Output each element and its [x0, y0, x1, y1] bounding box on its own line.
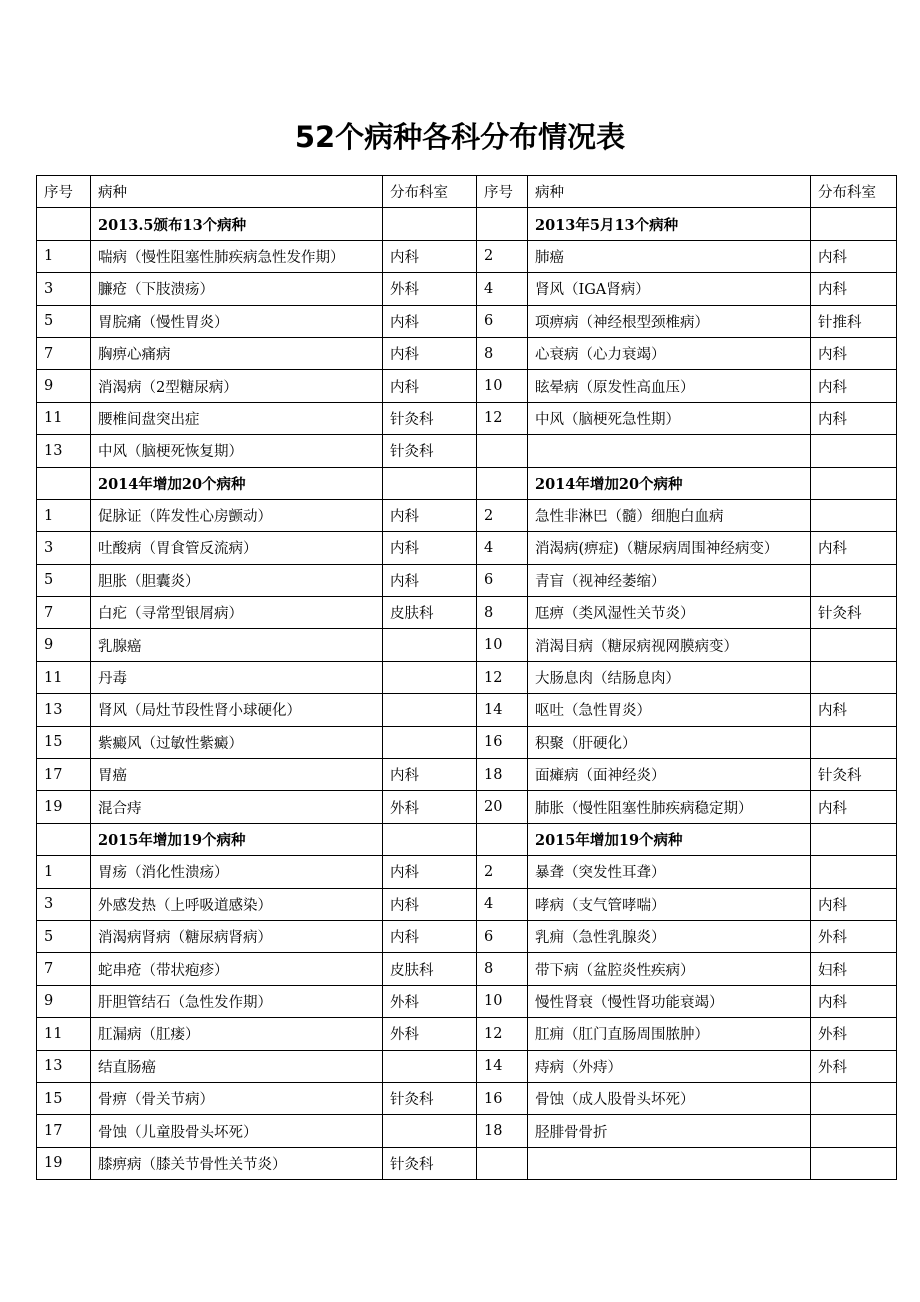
- cell-department: [811, 564, 897, 596]
- cell-disease: 喘病（慢性阻塞性肺疾病急性发作期）: [91, 240, 383, 272]
- cell-number: 10: [477, 370, 528, 402]
- cell-number: 3: [37, 273, 91, 305]
- cell-number: 19: [37, 791, 91, 823]
- cell-number: 8: [477, 597, 528, 629]
- section-cell-blank: [37, 208, 91, 240]
- section-cell-blank: [37, 823, 91, 855]
- cell-disease: 消渴病（2型糖尿病）: [91, 370, 383, 402]
- cell-department: [811, 1115, 897, 1147]
- cell-disease: 大肠息肉（结肠息肉）: [528, 661, 811, 693]
- cell-disease: 骨蚀（成人股骨头坏死）: [528, 1082, 811, 1114]
- header-cell-disease: 病种: [528, 176, 811, 208]
- cell-number: 13: [37, 435, 91, 467]
- cell-department: [383, 726, 477, 758]
- cell-disease: 结直肠癌: [91, 1050, 383, 1082]
- cell-number: [477, 1147, 528, 1179]
- cell-number: 10: [477, 985, 528, 1017]
- cell-number: 16: [477, 1082, 528, 1114]
- cell-department: [811, 856, 897, 888]
- disease-distribution-table: [36, 175, 897, 1180]
- cell-department: [383, 1115, 477, 1147]
- cell-disease: 胃脘痛（慢性胃炎）: [91, 305, 383, 337]
- cell-disease: 肺癌: [528, 240, 811, 272]
- cell-number: 9: [37, 629, 91, 661]
- cell-disease: 慢性肾衰（慢性肾功能衰竭）: [528, 985, 811, 1017]
- cell-disease: 乳痈（急性乳腺炎）: [528, 920, 811, 952]
- cell-number: 11: [37, 402, 91, 434]
- cell-disease: 面瘫病（面神经炎）: [528, 759, 811, 791]
- cell-disease: 消渴目病（糖尿病视网膜病变）: [528, 629, 811, 661]
- table-row: [37, 1018, 897, 1050]
- cell-disease: 项痹病（神经根型颈椎病）: [528, 305, 811, 337]
- cell-department: 内科: [811, 240, 897, 272]
- cell-department: 外科: [383, 985, 477, 1017]
- header-cell-number: 序号: [37, 176, 91, 208]
- cell-department: [811, 1147, 897, 1179]
- cell-department: 针灸科: [383, 435, 477, 467]
- section-cell-blank: [811, 823, 897, 855]
- cell-department: 内科: [383, 888, 477, 920]
- cell-disease: 肺胀（慢性阻塞性肺疾病稳定期）: [528, 791, 811, 823]
- cell-disease: 带下病（盆腔炎性疾病）: [528, 953, 811, 985]
- cell-department: 内科: [383, 564, 477, 596]
- cell-department: 内科: [811, 273, 897, 305]
- cell-department: 针灸科: [811, 597, 897, 629]
- cell-department: [383, 1050, 477, 1082]
- cell-department: 内科: [383, 305, 477, 337]
- cell-number: 18: [477, 1115, 528, 1147]
- cell-department: [811, 661, 897, 693]
- header-cell-number: 序号: [477, 176, 528, 208]
- cell-department: 内科: [383, 532, 477, 564]
- cell-disease: 呕吐（急性胃炎）: [528, 694, 811, 726]
- table-row: [37, 953, 897, 985]
- cell-number: [477, 435, 528, 467]
- table-row: [37, 629, 897, 661]
- cell-department: [383, 629, 477, 661]
- section-cell-blank: [811, 208, 897, 240]
- cell-disease: 青盲（视神经萎缩）: [528, 564, 811, 596]
- cell-disease: 中风（脑梗死恢复期）: [91, 435, 383, 467]
- section-cell-blank: [477, 467, 528, 499]
- cell-number: 3: [37, 532, 91, 564]
- table-row: [37, 337, 897, 369]
- cell-disease: 胆胀（胆囊炎）: [91, 564, 383, 596]
- cell-number: 8: [477, 337, 528, 369]
- cell-department: 针推科: [811, 305, 897, 337]
- cell-department: [811, 726, 897, 758]
- cell-disease: 眩晕病（原发性高血压）: [528, 370, 811, 402]
- cell-department: 外科: [383, 1018, 477, 1050]
- cell-number: 15: [37, 1082, 91, 1114]
- table-row: [37, 1147, 897, 1179]
- cell-disease: 腰椎间盘突出症: [91, 402, 383, 434]
- table-row: [37, 791, 897, 823]
- cell-disease: 骨痹（骨关节病）: [91, 1082, 383, 1114]
- cell-number: 1: [37, 856, 91, 888]
- table-row: [37, 920, 897, 952]
- table-row: [37, 370, 897, 402]
- section-cell-blank: [383, 467, 477, 499]
- cell-number: 17: [37, 1115, 91, 1147]
- table-row: [37, 305, 897, 337]
- section-header-row: [37, 467, 897, 499]
- cell-department: 内科: [811, 694, 897, 726]
- cell-disease: 尫痹（类风湿性关节炎）: [528, 597, 811, 629]
- cell-disease: 痔病（外痔）: [528, 1050, 811, 1082]
- cell-disease: 胫腓骨骨折: [528, 1115, 811, 1147]
- cell-number: 14: [477, 694, 528, 726]
- cell-disease: 肛痈（肛门直肠周围脓肿）: [528, 1018, 811, 1050]
- section-cell-blank: [477, 823, 528, 855]
- section-left-title: 2015年增加19个病种: [91, 823, 383, 855]
- cell-number: 12: [477, 661, 528, 693]
- cell-disease: 肾风（IGA肾病）: [528, 273, 811, 305]
- cell-number: 13: [37, 694, 91, 726]
- cell-disease: 白疕（寻常型银屑病）: [91, 597, 383, 629]
- cell-department: 皮肤科: [383, 597, 477, 629]
- table-row: [37, 985, 897, 1017]
- section-left-title: 2013.5颁布13个病种: [91, 208, 383, 240]
- cell-department: 针灸科: [811, 759, 897, 791]
- cell-department: 内科: [383, 856, 477, 888]
- cell-number: 6: [477, 305, 528, 337]
- cell-department: 针灸科: [383, 402, 477, 434]
- cell-disease: 吐酸病（胃食管反流病）: [91, 532, 383, 564]
- cell-number: 1: [37, 240, 91, 272]
- cell-number: 7: [37, 597, 91, 629]
- cell-number: 5: [37, 305, 91, 337]
- table-row: [37, 888, 897, 920]
- cell-number: 11: [37, 661, 91, 693]
- cell-disease: 丹毒: [91, 661, 383, 693]
- cell-department: 内科: [383, 337, 477, 369]
- cell-disease: 肝胆管结石（急性发作期）: [91, 985, 383, 1017]
- cell-disease: 乳腺癌: [91, 629, 383, 661]
- cell-number: 9: [37, 370, 91, 402]
- section-cell-blank: [477, 208, 528, 240]
- cell-department: 妇科: [811, 953, 897, 985]
- cell-disease: 胃癌: [91, 759, 383, 791]
- section-cell-blank: [383, 208, 477, 240]
- cell-department: 内科: [811, 370, 897, 402]
- cell-department: 内科: [811, 888, 897, 920]
- table-row: [37, 564, 897, 596]
- cell-number: 12: [477, 1018, 528, 1050]
- cell-number: 6: [477, 564, 528, 596]
- cell-department: 针灸科: [383, 1082, 477, 1114]
- cell-disease: 消渴病(痹症)（糖尿病周围神经病变）: [528, 532, 811, 564]
- section-header-row: [37, 208, 897, 240]
- cell-disease: 中风（脑梗死急性期）: [528, 402, 811, 434]
- cell-number: 6: [477, 920, 528, 952]
- section-right-title: 2013年5月13个病种: [528, 208, 811, 240]
- cell-number: 8: [477, 953, 528, 985]
- cell-department: [811, 1082, 897, 1114]
- table-row: [37, 597, 897, 629]
- cell-number: 4: [477, 273, 528, 305]
- cell-number: 9: [37, 985, 91, 1017]
- cell-department: 内科: [811, 791, 897, 823]
- section-header-row: [37, 823, 897, 855]
- cell-disease: 哮病（支气管哮喘）: [528, 888, 811, 920]
- header-row: [37, 176, 897, 208]
- cell-disease: 紫癜风（过敏性紫癜）: [91, 726, 383, 758]
- cell-number: 2: [477, 499, 528, 531]
- cell-number: 15: [37, 726, 91, 758]
- table-row: [37, 726, 897, 758]
- cell-number: 13: [37, 1050, 91, 1082]
- cell-department: 内科: [383, 370, 477, 402]
- cell-number: 16: [477, 726, 528, 758]
- cell-department: 外科: [811, 1018, 897, 1050]
- cell-number: 14: [477, 1050, 528, 1082]
- cell-department: 外科: [383, 791, 477, 823]
- cell-number: 2: [477, 240, 528, 272]
- table-row: [37, 759, 897, 791]
- table-row: [37, 240, 897, 272]
- cell-department: 内科: [811, 402, 897, 434]
- cell-department: 外科: [811, 1050, 897, 1082]
- cell-number: 7: [37, 953, 91, 985]
- cell-department: 针灸科: [383, 1147, 477, 1179]
- header-cell-department: 分布科室: [811, 176, 897, 208]
- cell-number: 12: [477, 402, 528, 434]
- cell-disease: 积聚（肝硬化）: [528, 726, 811, 758]
- table-row: [37, 1115, 897, 1147]
- cell-number: 19: [37, 1147, 91, 1179]
- cell-disease: 暴聋（突发性耳聋）: [528, 856, 811, 888]
- cell-number: 20: [477, 791, 528, 823]
- table-row: [37, 856, 897, 888]
- section-right-title: 2014年增加20个病种: [528, 467, 811, 499]
- cell-disease: 肛漏病（肛瘘）: [91, 1018, 383, 1050]
- cell-department: [811, 629, 897, 661]
- table-row: [37, 402, 897, 434]
- cell-number: 18: [477, 759, 528, 791]
- cell-department: 皮肤科: [383, 953, 477, 985]
- cell-department: 内科: [383, 240, 477, 272]
- cell-disease: [528, 435, 811, 467]
- cell-number: 11: [37, 1018, 91, 1050]
- cell-department: 内科: [811, 985, 897, 1017]
- cell-department: 外科: [383, 273, 477, 305]
- cell-disease: 混合痔: [91, 791, 383, 823]
- section-cell-blank: [37, 467, 91, 499]
- cell-department: [811, 499, 897, 531]
- cell-disease: 急性非淋巴（髓）细胞白血病: [528, 499, 811, 531]
- cell-number: 5: [37, 564, 91, 596]
- cell-disease: 肾风（局灶节段性肾小球硬化）: [91, 694, 383, 726]
- cell-number: 1: [37, 499, 91, 531]
- page-title: 52个病种各科分布情况表: [294, 120, 626, 154]
- cell-disease: 心衰病（心力衰竭）: [528, 337, 811, 369]
- cell-number: 2: [477, 856, 528, 888]
- table-row: [37, 273, 897, 305]
- table-row: [37, 499, 897, 531]
- cell-disease: 臁疮（下肢溃疡）: [91, 273, 383, 305]
- cell-department: 内科: [383, 920, 477, 952]
- cell-department: [383, 661, 477, 693]
- cell-number: 10: [477, 629, 528, 661]
- cell-department: 内科: [383, 759, 477, 791]
- section-right-title: 2015年增加19个病种: [528, 823, 811, 855]
- cell-number: 5: [37, 920, 91, 952]
- table-row: [37, 435, 897, 467]
- cell-department: 内科: [811, 532, 897, 564]
- table-row: [37, 694, 897, 726]
- cell-department: [383, 694, 477, 726]
- cell-disease: [528, 1147, 811, 1179]
- cell-disease: 膝痹病（膝关节骨性关节炎）: [91, 1147, 383, 1179]
- cell-number: 17: [37, 759, 91, 791]
- header-cell-disease: 病种: [91, 176, 383, 208]
- cell-department: 内科: [383, 499, 477, 531]
- cell-number: 7: [37, 337, 91, 369]
- cell-disease: 骨蚀（儿童股骨头坏死）: [91, 1115, 383, 1147]
- cell-disease: 胃疡（消化性溃疡）: [91, 856, 383, 888]
- cell-department: 内科: [811, 337, 897, 369]
- cell-disease: 外感发热（上呼吸道感染）: [91, 888, 383, 920]
- cell-department: 外科: [811, 920, 897, 952]
- cell-disease: 胸痹心痛病: [91, 337, 383, 369]
- header-cell-department: 分布科室: [383, 176, 477, 208]
- cell-number: 3: [37, 888, 91, 920]
- section-cell-blank: [811, 467, 897, 499]
- table-row: [37, 661, 897, 693]
- section-cell-blank: [383, 823, 477, 855]
- table-body: [37, 176, 897, 1180]
- cell-disease: 消渴病肾病（糖尿病肾病）: [91, 920, 383, 952]
- cell-disease: 蛇串疮（带状疱疹）: [91, 953, 383, 985]
- section-left-title: 2014年增加20个病种: [91, 467, 383, 499]
- cell-department: [811, 435, 897, 467]
- cell-number: 4: [477, 532, 528, 564]
- table-row: [37, 1050, 897, 1082]
- cell-number: 4: [477, 888, 528, 920]
- cell-disease: 促脉证（阵发性心房颤动）: [91, 499, 383, 531]
- table-row: [37, 532, 897, 564]
- table-row: [37, 1082, 897, 1114]
